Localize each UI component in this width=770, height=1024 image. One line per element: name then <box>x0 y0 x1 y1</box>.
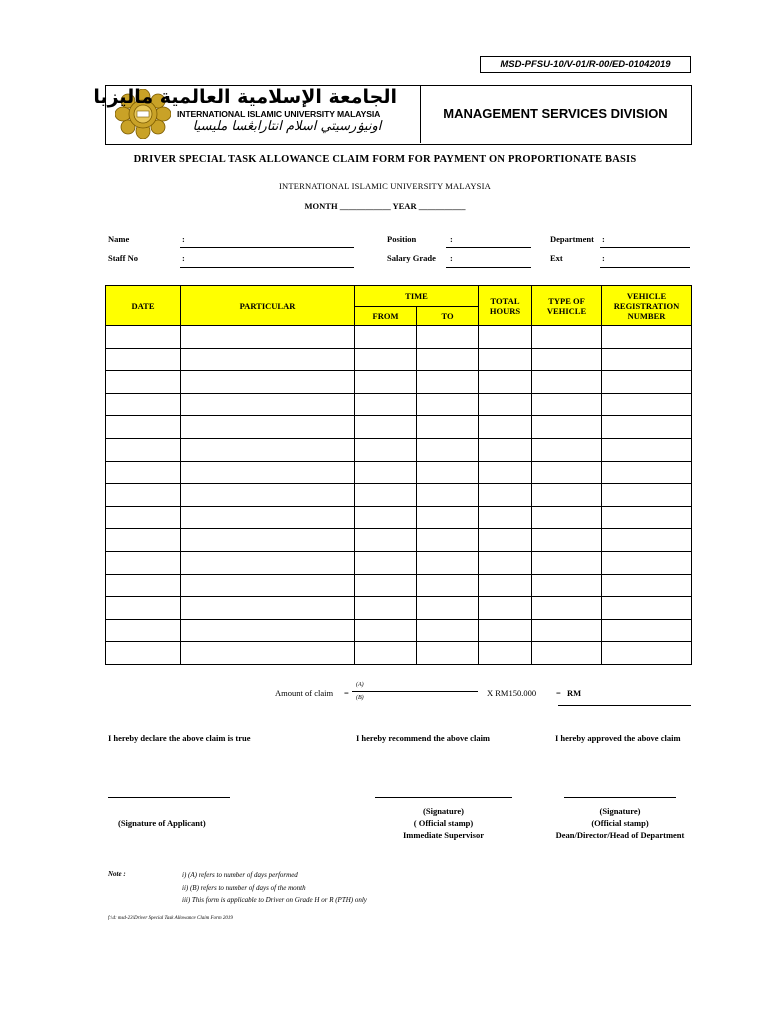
table-cell[interactable] <box>106 506 181 529</box>
table-cell[interactable] <box>602 484 692 507</box>
table-cell[interactable] <box>181 348 355 371</box>
table-cell[interactable] <box>355 506 417 529</box>
table-row <box>106 461 692 484</box>
table-cell[interactable] <box>602 597 692 620</box>
staff-no-label: Staff No <box>108 253 138 263</box>
fraction-bar <box>352 691 478 692</box>
supervisor-signature-line[interactable] <box>375 797 512 798</box>
dean-signature-label: (Signature) <box>599 806 641 816</box>
table-cell[interactable] <box>479 348 532 371</box>
time-header: TIME <box>355 286 479 307</box>
form-title: DRIVER SPECIAL TASK ALLOWANCE CLAIM FORM FOR PAYMENT ON PROPORTIONATE BASIS <box>133 154 637 165</box>
table-cell[interactable] <box>355 393 417 416</box>
dean-title: Dean/Director/Head of Department <box>555 830 685 840</box>
table-cell[interactable] <box>355 597 417 620</box>
table-cell[interactable] <box>479 529 532 552</box>
note-item: iii) This form is applicable to Driver on Grade H or R (PTH) only <box>182 896 367 904</box>
ext-field[interactable] <box>600 267 690 268</box>
table-cell[interactable] <box>106 393 181 416</box>
table-cell[interactable] <box>355 642 417 665</box>
table-cell[interactable] <box>181 393 355 416</box>
date-header: DATE <box>106 286 181 326</box>
to-header: TO <box>417 306 479 326</box>
table-cell[interactable] <box>417 597 479 620</box>
table-row <box>106 529 692 552</box>
department-label: Department <box>550 234 594 244</box>
table-cell[interactable] <box>532 326 602 349</box>
ext-colon: : <box>602 253 605 263</box>
table-row <box>106 484 692 507</box>
table-cell[interactable] <box>106 461 181 484</box>
table-cell[interactable] <box>532 529 602 552</box>
position-colon: : <box>450 234 453 244</box>
vehicle-type-header: TYPE OF VEHICLE <box>532 286 602 326</box>
department-field[interactable] <box>600 247 690 248</box>
table-cell[interactable] <box>532 393 602 416</box>
table-cell[interactable] <box>355 484 417 507</box>
table-cell[interactable] <box>417 461 479 484</box>
table-cell[interactable] <box>417 416 479 439</box>
table-cell[interactable] <box>479 438 532 461</box>
table-cell[interactable] <box>181 642 355 665</box>
table-cell[interactable] <box>532 438 602 461</box>
table-cell[interactable] <box>602 619 692 642</box>
table-cell[interactable] <box>479 393 532 416</box>
table-cell[interactable] <box>602 393 692 416</box>
supervisor-signature-block <box>375 805 512 841</box>
dean-signature-line[interactable] <box>564 797 676 798</box>
table-cell[interactable] <box>106 642 181 665</box>
table-cell[interactable] <box>417 529 479 552</box>
university-logo <box>93 86 415 140</box>
table-cell[interactable] <box>106 597 181 620</box>
table-cell[interactable] <box>417 619 479 642</box>
table-cell[interactable] <box>355 551 417 574</box>
salary-grade-field[interactable] <box>446 267 531 268</box>
amount-claim-label: Amount of claim <box>275 688 334 698</box>
claim-table <box>105 285 692 665</box>
table-cell[interactable] <box>106 484 181 507</box>
table-cell[interactable] <box>532 551 602 574</box>
table-row <box>106 506 692 529</box>
table-cell[interactable] <box>479 371 532 394</box>
position-field[interactable] <box>446 247 531 248</box>
table-cell[interactable] <box>355 461 417 484</box>
table-row <box>106 393 692 416</box>
table-cell[interactable] <box>532 642 602 665</box>
table-row <box>106 326 692 349</box>
note-label: Note : <box>108 870 126 878</box>
note-item: i) (A) refers to number of days performed <box>182 871 298 879</box>
total-hours-header: TOTAL HOURS <box>479 286 532 326</box>
claim-rows <box>106 326 692 665</box>
table-cell[interactable] <box>417 551 479 574</box>
applicant-signature-line[interactable] <box>108 797 230 798</box>
table-cell[interactable] <box>602 326 692 349</box>
table-cell[interactable] <box>479 506 532 529</box>
table-cell[interactable] <box>417 506 479 529</box>
dean-signature-block <box>540 805 700 841</box>
table-cell[interactable] <box>532 371 602 394</box>
table-cell[interactable] <box>532 506 602 529</box>
table-cell[interactable] <box>181 461 355 484</box>
table-cell[interactable] <box>532 348 602 371</box>
table-cell[interactable] <box>479 642 532 665</box>
table-cell[interactable] <box>355 348 417 371</box>
from-header: FROM <box>355 306 417 326</box>
table-cell[interactable] <box>602 506 692 529</box>
table-cell[interactable] <box>479 574 532 597</box>
table-cell[interactable] <box>181 506 355 529</box>
amount-field[interactable] <box>558 705 691 706</box>
table-cell[interactable] <box>602 529 692 552</box>
table-cell[interactable] <box>417 348 479 371</box>
table-cell[interactable] <box>417 326 479 349</box>
table-cell[interactable] <box>355 529 417 552</box>
table-cell[interactable] <box>479 597 532 620</box>
table-cell[interactable] <box>106 348 181 371</box>
table-cell[interactable] <box>181 416 355 439</box>
table-cell[interactable] <box>479 551 532 574</box>
table-cell[interactable] <box>479 484 532 507</box>
table-row <box>106 574 692 597</box>
table-cell[interactable] <box>532 619 602 642</box>
table-cell[interactable] <box>417 371 479 394</box>
table-row <box>106 551 692 574</box>
table-cell[interactable] <box>181 551 355 574</box>
rate-multiplier: X RM150.000 <box>487 688 537 698</box>
table-row <box>106 597 692 620</box>
table-cell[interactable] <box>355 619 417 642</box>
university-line: INTERNATIONAL ISLAMIC UNIVERSITY MALAYSIA <box>279 181 491 191</box>
logo-arabic-text: الجامعة الإسلامية العالمية ماليزيا <box>93 86 397 108</box>
table-cell[interactable] <box>181 597 355 620</box>
supervisor-title: Immediate Supervisor <box>403 830 484 840</box>
table-row <box>106 416 692 439</box>
table-cell[interactable] <box>417 642 479 665</box>
staff-no-field[interactable] <box>180 267 354 268</box>
table-cell[interactable] <box>532 484 602 507</box>
table-cell[interactable] <box>602 438 692 461</box>
table-cell[interactable] <box>602 574 692 597</box>
notes-list <box>182 869 367 907</box>
table-cell[interactable] <box>479 619 532 642</box>
position-label: Position <box>387 234 417 244</box>
table-cell[interactable] <box>355 326 417 349</box>
table-cell[interactable] <box>479 326 532 349</box>
table-cell[interactable] <box>106 551 181 574</box>
table-cell[interactable] <box>106 326 181 349</box>
table-cell[interactable] <box>602 461 692 484</box>
table-cell[interactable] <box>106 371 181 394</box>
table-cell[interactable] <box>479 416 532 439</box>
salary-grade-colon: : <box>450 253 453 263</box>
document-code: MSD-PFSU-10/V-01/R-00/ED-01042019 <box>480 56 691 73</box>
table-cell[interactable] <box>602 371 692 394</box>
table-cell[interactable] <box>417 484 479 507</box>
table-cell[interactable] <box>106 529 181 552</box>
footer-file-path: f:\d: msd-23\Driver Special Task Allowance Claim Form 2019 <box>108 916 233 921</box>
table-cell[interactable] <box>181 326 355 349</box>
staff-no-colon: : <box>182 253 185 263</box>
table-cell[interactable] <box>602 551 692 574</box>
table-cell[interactable] <box>181 574 355 597</box>
table-cell[interactable] <box>181 371 355 394</box>
table-cell[interactable] <box>181 529 355 552</box>
name-colon: : <box>182 234 185 244</box>
table-row <box>106 438 692 461</box>
applicant-signature-label: (Signature of Applicant) <box>118 818 206 828</box>
logo-jawi-text: اونيۏرسيتي اسلام انتارابڠسا مليسيا <box>192 119 382 134</box>
particular-header: PARTICULAR <box>181 286 355 326</box>
table-cell[interactable] <box>417 393 479 416</box>
table-cell[interactable] <box>479 461 532 484</box>
table-cell[interactable] <box>106 416 181 439</box>
table-cell[interactable] <box>355 371 417 394</box>
table-cell[interactable] <box>181 484 355 507</box>
logo-english-text: INTERNATIONAL ISLAMIC UNIVERSITY MALAYSIA <box>177 109 381 119</box>
table-cell[interactable] <box>355 574 417 597</box>
table-cell[interactable] <box>355 438 417 461</box>
ext-label: Ext <box>550 253 563 263</box>
table-cell[interactable] <box>417 574 479 597</box>
supervisor-stamp-label: ( Official stamp) <box>413 818 474 828</box>
department-colon: : <box>602 234 605 244</box>
recommend-declaration: I hereby recommend the above claim <box>356 733 491 743</box>
vehicle-registration-header: VEHICLE REGISTRATION NUMBER <box>602 286 692 326</box>
table-cell[interactable] <box>532 597 602 620</box>
table-cell[interactable] <box>355 416 417 439</box>
table-cell[interactable] <box>602 348 692 371</box>
division-title: MANAGEMENT SERVICES DIVISION <box>443 106 668 121</box>
table-cell[interactable] <box>602 416 692 439</box>
supervisor-signature-label: (Signature) <box>423 806 464 816</box>
table-row <box>106 619 692 642</box>
salary-grade-label: Salary Grade <box>387 253 436 263</box>
table-row <box>106 348 692 371</box>
note-item: ii) (B) refers to number of days of the month <box>182 883 306 892</box>
table-cell[interactable] <box>181 438 355 461</box>
table-cell[interactable] <box>181 619 355 642</box>
approve-declaration: I hereby approved the above claim <box>555 733 681 743</box>
fraction-denominator: (B) <box>356 695 364 701</box>
amount-equals: = <box>344 688 349 698</box>
name-field[interactable] <box>180 247 354 248</box>
table-row <box>106 371 692 394</box>
month-year-line: MONTH ____________ YEAR ___________ <box>304 201 466 211</box>
table-cell[interactable] <box>417 438 479 461</box>
table-cell[interactable] <box>106 438 181 461</box>
result-equals: = <box>556 688 561 698</box>
table-row <box>106 642 692 665</box>
dean-stamp-label: (Official stamp) <box>591 818 649 828</box>
currency-label: RM <box>567 688 582 698</box>
applicant-declaration: I hereby declare the above claim is true <box>108 733 251 743</box>
fraction-numerator: (A) <box>356 682 364 688</box>
table-cell[interactable] <box>532 461 602 484</box>
table-cell[interactable] <box>106 574 181 597</box>
table-cell[interactable] <box>106 619 181 642</box>
table-cell[interactable] <box>602 642 692 665</box>
table-cell[interactable] <box>532 416 602 439</box>
table-cell[interactable] <box>532 574 602 597</box>
name-label: Name <box>108 234 130 244</box>
